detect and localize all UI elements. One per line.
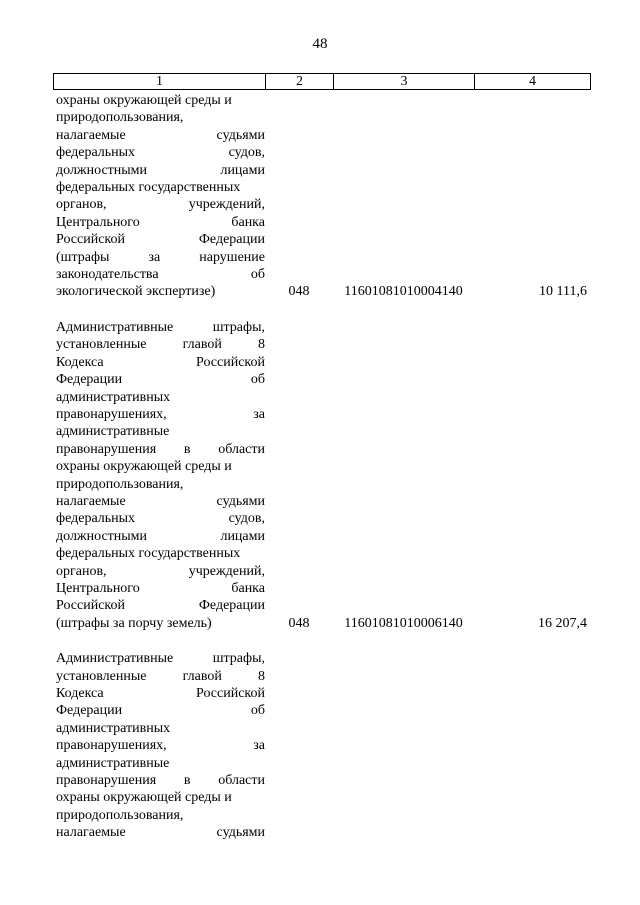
description-line: Кодекса Российской [56, 686, 265, 701]
description-line: федеральных судов, [56, 145, 265, 161]
description-line: (штрафы за порчу земель) [56, 615, 212, 631]
description-line: должностными лицами [56, 162, 265, 178]
description-line: административных [56, 720, 171, 736]
description-line: Центрального банка [56, 214, 265, 230]
description-line: установленные главой 8 [56, 668, 265, 684]
page-number: 48 [312, 36, 328, 52]
description-line: природопользования, [56, 807, 184, 823]
description-line: охраны окружающей среды и [56, 459, 232, 475]
header-col-4: 4 [529, 74, 536, 89]
description-line: правонарушениях, за [56, 738, 265, 754]
description-line: экологической экспертизе) [56, 284, 216, 300]
description-line: органов, учреждений, [56, 197, 265, 213]
header-col-1: 1 [54, 74, 266, 89]
description-line: федеральных государственных [56, 546, 241, 562]
description-line: федеральных судов, [56, 511, 265, 527]
description-line: (штрафы за нарушение [56, 249, 265, 265]
description-line: Административные штрафы, [56, 651, 265, 667]
description-line: охраны окружающей среды и [56, 790, 232, 806]
description-line: административные [56, 755, 170, 771]
amount: 16 207,4 [538, 615, 587, 631]
budget-code: 11601081010004140 [344, 284, 463, 300]
row-description [53, 92, 265, 301]
description-line: установленные главой 8 [56, 337, 265, 353]
description-line: Федерации об [56, 372, 265, 388]
admin-code: 048 [288, 284, 310, 300]
description-line: Кодекса Российской [56, 354, 265, 370]
description-line: правонарушения в области [56, 441, 265, 457]
description-line: налагаемые судьями [56, 825, 265, 841]
description-line: правонарушения в области [56, 773, 265, 789]
description-line: охраны окружающей среды и [56, 93, 232, 108]
budget-code: 11601081010006140 [344, 615, 463, 631]
description-line: Административные штрафы, [56, 319, 265, 335]
description-line: Российской Федерации [56, 232, 265, 248]
table-body [53, 92, 589, 860]
header-col-2: 2 [266, 74, 334, 89]
table-row [53, 319, 589, 632]
table-row [53, 650, 589, 841]
description-line: правонарушениях, за [56, 406, 265, 422]
description-line: природопользования, [56, 476, 184, 492]
header-col-3: 3 [334, 74, 475, 89]
description-line: административных [56, 389, 171, 405]
description-line: Центрального банка [56, 580, 265, 596]
amount: 10 111,6 [539, 284, 587, 300]
description-line: органов, учреждений, [56, 563, 265, 579]
row-description [53, 650, 265, 841]
description-line: Федерации об [56, 703, 265, 719]
admin-code: 048 [288, 615, 310, 631]
table-header [53, 73, 591, 90]
description-line: налагаемые судьями [56, 127, 265, 143]
row-description [53, 319, 265, 632]
description-line: законодательства об [56, 267, 265, 283]
table-row [53, 92, 589, 301]
description-line: Российской Федерации [56, 598, 265, 614]
description-line: федеральных государственных [56, 180, 241, 196]
description-line: должностными лицами [56, 528, 265, 544]
description-line: природопользования, [56, 110, 184, 126]
description-line: административные [56, 424, 170, 440]
description-line: налагаемые судьями [56, 493, 265, 509]
